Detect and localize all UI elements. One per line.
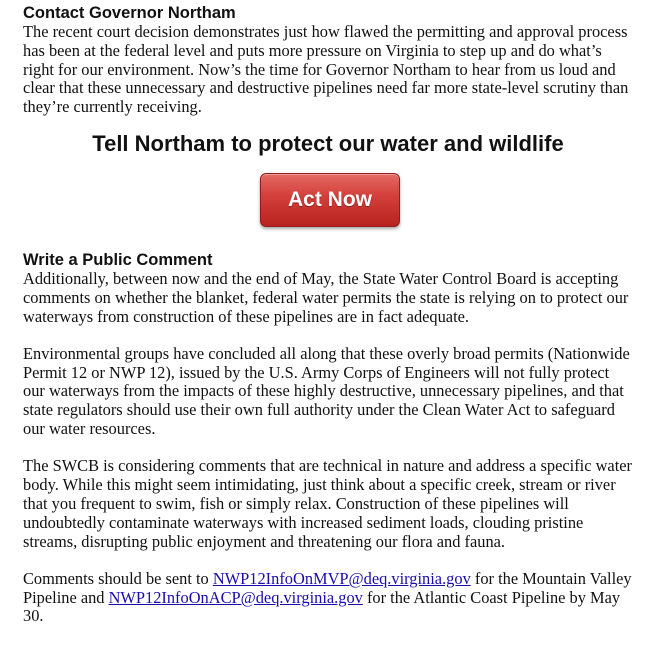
final-text-part1: Comments should be sent to — [23, 568, 213, 588]
email-link-mvp[interactable]: NWP12InfoOnMVP@deq.virginia.gov — [212, 568, 471, 588]
contact-governor-paragraph: The recent court decision demonstrates just how flawed the permitting and approval process has been at the federal level and puts more pressure on Virginia to step up and do what’s right for our environment. Now’s the time for Governor Northam to hear from us loud and clear that these unnecessary and destructive pipelines need far more state-level scrutiny than they’re currently receiving. — [23, 22, 629, 117]
comment-paragraph-3: The SWCB is considering comments that are technical in nature and address a specific water body. While this might seem intimidating, just think about a specific creek, stream or river that you frequent to swim, fish or simply relax. Construction of these pipelines will undoubtedly contaminate waterways with increased sediment loads, clouding pristine streams, disrupting public enjoyment and threatening our flora and fauna. — [23, 456, 632, 551]
act-now-container — [260, 173, 400, 227]
comment-paragraph-2: Environmental groups have concluded all along that these overly broad permits (Nationwide Permit 12 or NWP 12), issued by the U.S. Army Corps of Engineers will not fully protect our waterways from the impacts of these highly destructive, unnecessary pipelines, and that state regulators should use their own full authority under the Clean Water Act to safeguard our water resources. — [23, 343, 630, 439]
cta-title: Tell Northam to protect our water and wildlife — [92, 131, 564, 156]
public-comment-heading: Write a Public Comment — [23, 251, 213, 269]
act-now-button[interactable]: Act Now — [260, 173, 400, 227]
final-text-part2: for the Mountain Valley Pipeline and — [23, 568, 632, 607]
email-link-acp[interactable]: NWP12InfoOnACP@deq.virginia.gov — [108, 587, 363, 607]
contact-governor-heading: Contact Governor Northam — [23, 4, 236, 22]
public-comment-section — [23, 250, 635, 626]
final-text-part3: for the Atlantic Coast Pipeline by May 30. — [23, 587, 621, 626]
comment-paragraph-1: Additionally, between now and the end of May, the State Water Control Board is accepting comments on whether the blanket, federal water permits the state is relying on to protect our waterways from construction of these pipelines are in fact adequate. — [23, 269, 629, 326]
comment-paragraph-final — [23, 570, 635, 626]
article — [23, 0, 635, 626]
